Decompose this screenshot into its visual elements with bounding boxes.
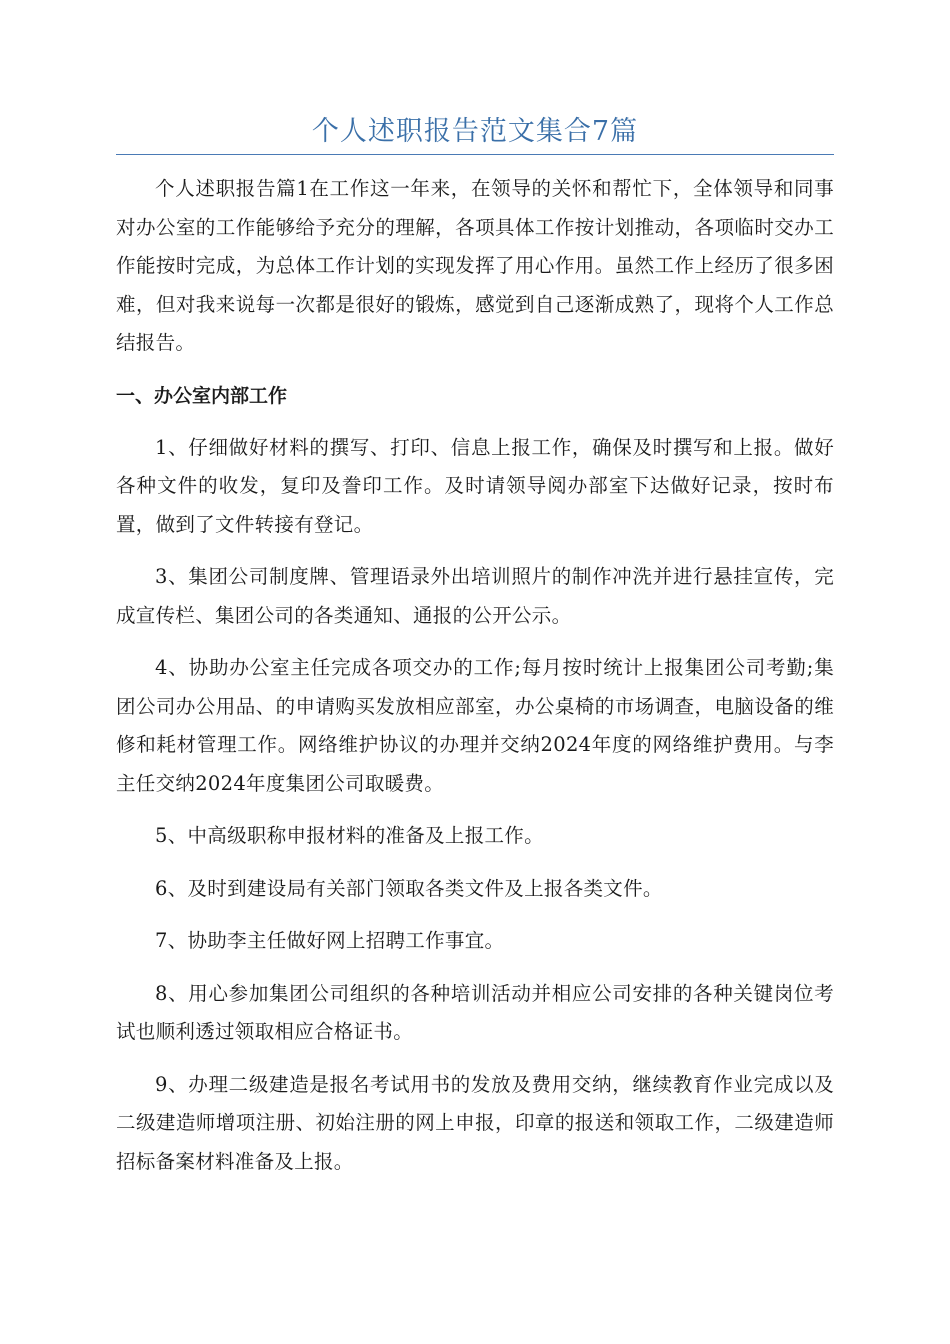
document-body <box>116 170 834 1195</box>
list-item: 7、协助李主任做好网上招聘工作事宜。 <box>155 929 505 952</box>
list-item: 5、中高级职称申报材料的准备及上报工作。 <box>155 824 544 847</box>
intro-paragraph: 个人述职报告篇1在工作这一年来，在领导的关怀和帮忙下，全体领导和同事对办公室的工作能够给予充分的理解，各项具体工作按计划推动，各项临时交办工作能按时完成，为总体工作计划的实现发挥了用心作用。虽然工作上经历了很多困难，但对我来说每一次都是很好的锻炼，感觉到自己逐渐成熟了，现将个人工作总结报告。 <box>116 177 834 354</box>
list-item: 4、协助办公室主任完成各项交办的工作;每月按时统计上报集团公司考勤;集团公司办公用品、的申请购买发放相应部室，办公桌椅的市场调查，电脑设备的维修和耗材管理工作。网络维护协议的办理并交纳2024年度的网络维护费用。与李主任交纳2024年度集团公司取暖费。 <box>116 656 834 795</box>
list-item: 1、仔细做好材料的撰写、打印、信息上报工作，确保及时撰写和上报。做好各种文件的收发，复印及誊印工作。及时请领导阅办部室下达做好记录，按时布置，做到了文件转接有登记。 <box>116 435 834 536</box>
list-item: 8、用心参加集团公司组织的各种培训活动并相应公司安排的各种关键岗位考试也顺利透过领取相应合格证书。 <box>116 981 834 1043</box>
list-item: 9、办理二级建造是报名考试用书的发放及费用交纳，继续教育作业完成以及二级建造师增项注册、初始注册的网上申报，印章的报送和领取工作，二级建造师招标备案材料准备及上报。 <box>116 1072 834 1173</box>
list-item: 3、集团公司制度牌、管理语录外出培训照片的制作冲洗并进行悬挂宣传，完成宣传栏、集团公司的各类通知、通报的公开公示。 <box>116 565 834 627</box>
section-heading: 一、办公室内部工作 <box>116 384 288 407</box>
document-title: 个人述职报告范文集合7篇 <box>311 116 639 147</box>
list-item: 6、及时到建设局有关部门领取各类文件及上报各类文件。 <box>155 876 663 900</box>
document-page <box>116 0 834 1344</box>
title-underline <box>116 154 834 155</box>
